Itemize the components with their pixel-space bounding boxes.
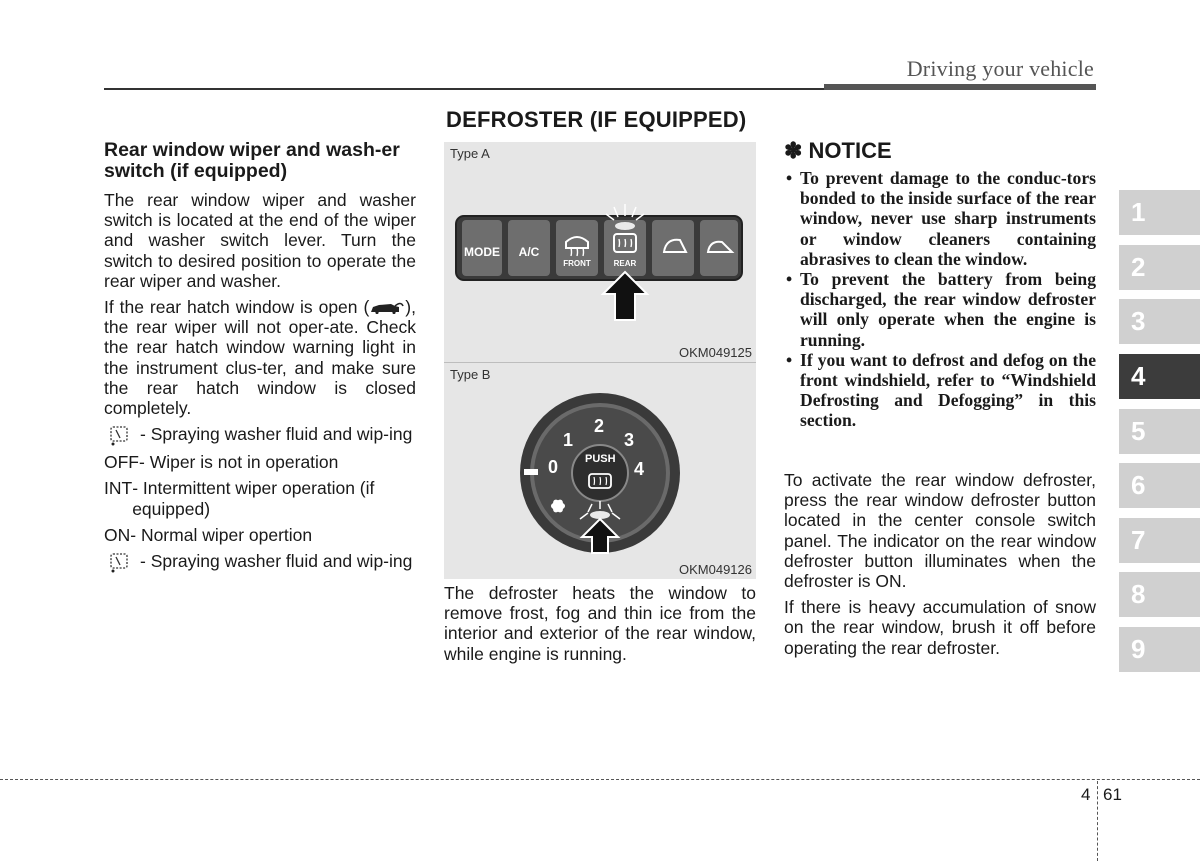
notice-heading: ✽ NOTICE	[784, 138, 892, 163]
rear-defrost-button-label: REAR	[613, 259, 637, 268]
section-title-defroster: DEFROSTER (IF EQUIPPED)	[446, 107, 747, 132]
chapter-tab-6[interactable]: 6	[1119, 463, 1200, 508]
knob-position-4: 4	[634, 459, 645, 479]
header-rule-accent	[824, 84, 1096, 90]
page-chapter-number: 4	[1081, 785, 1091, 804]
figure-code: OKM049125	[679, 345, 752, 360]
chapter-tab-7[interactable]: 7	[1119, 518, 1200, 563]
list-item-text: - Intermittent wiper operation (if equipped)	[132, 478, 375, 519]
figure-label: Type B	[450, 367, 491, 382]
climate-knob-illustration	[514, 385, 694, 555]
footer-divider	[1097, 781, 1098, 861]
list-item	[104, 452, 416, 472]
list-item	[104, 551, 416, 573]
page-header-title: Driving your vehicle	[906, 56, 1094, 81]
list-item-label: OFF	[104, 452, 139, 473]
front-defrost-button-label: FRONT	[563, 259, 591, 268]
climate-panel-illustration	[454, 202, 746, 322]
page-number: 61	[1103, 785, 1122, 804]
list-item-text: - Normal wiper opertion	[130, 524, 313, 545]
footer-rule	[0, 779, 1200, 780]
defroster-description: The defroster heats the window to remove frost, fog and thin ice from the interior and exterior of the rear window, while engine is running.	[444, 583, 756, 664]
list-item-text: - Wiper is not in operation	[139, 452, 339, 473]
ac-button: A/C	[518, 245, 540, 259]
chapter-tab-3[interactable]: 3	[1119, 299, 1200, 344]
paragraph: To activate the rear window defroster, press the rear window defroster button located in the center console switch panel. The indicator on the rear window defroster button illuminates when the defroster is ON.	[784, 470, 1096, 592]
figure-code: OKM049126	[679, 562, 752, 577]
right-column-body	[784, 470, 1096, 664]
knob-position-3: 3	[624, 430, 635, 450]
list-item	[104, 478, 416, 518]
left-column	[104, 140, 416, 579]
figure-type-b	[444, 362, 756, 579]
knob-position-1: 1	[563, 430, 574, 450]
list-item-text: - Spraying washer fluid and wip-ing	[140, 551, 413, 572]
knob-position-2: 2	[594, 416, 605, 436]
knob-push-label: PUSH	[585, 453, 616, 465]
chapter-tab-1[interactable]: 1	[1119, 190, 1200, 235]
chapter-tab-2[interactable]: 2	[1119, 245, 1200, 290]
notice-item: • To prevent damage to the conduc-tors bonded to the inside surface of the rear window, never use sharp instruments or window cleaners containing abrasives to clean the window.	[784, 168, 1096, 269]
notice-item: • To prevent the battery from being discharged, the rear window defroster will only operate when the engine is running.	[784, 269, 1096, 350]
section-heading-rear-wiper: Rear window wiper and wash-er switch (if equipped)	[104, 139, 400, 182]
text: If the rear hatch window is open (	[104, 297, 370, 318]
list-item-label: INT	[104, 478, 133, 499]
notice-list	[784, 168, 1096, 431]
list-item-label: ON	[104, 524, 131, 545]
chapter-tab-4[interactable]: 4	[1119, 354, 1200, 399]
paragraph: If there is heavy accumulation of snow on the rear window, brush it off before operating the rear defroster.	[784, 597, 1096, 658]
chapter-tab-9[interactable]: 9	[1119, 627, 1200, 672]
figure-label: Type A	[450, 146, 490, 161]
list-item	[104, 525, 416, 545]
paragraph: The rear window wiper and washer switch is located at the end of the wiper and washer switch lever. Turn the switch to desired position to operate the rear wiper and washer.	[104, 190, 416, 291]
hatch-open-icon	[369, 300, 405, 314]
paragraph-hatch	[104, 297, 416, 418]
rear-washer-icon	[104, 551, 134, 573]
chapter-tab-5[interactable]: 5	[1119, 409, 1200, 454]
knob-position-0: 0	[548, 457, 559, 477]
chapter-tab-8[interactable]: 8	[1119, 572, 1200, 617]
header-rule	[104, 88, 824, 90]
figure-type-a	[444, 142, 756, 362]
list-item-text: - Spraying washer fluid and wip-ing	[140, 424, 413, 445]
mode-button: MODE	[464, 245, 500, 259]
notice-item: • If you want to defrost and defog on the front windshield, refer to “Windshield Defrosting and Defogging” in this section.	[784, 350, 1096, 431]
text: ), the rear wiper will not oper-ate. Check the rear hatch window warning light in the instrument clus-ter, and make sure the rear hatch window is closed completely.	[104, 297, 416, 419]
rear-washer-icon	[104, 424, 134, 446]
list-item	[104, 424, 416, 446]
